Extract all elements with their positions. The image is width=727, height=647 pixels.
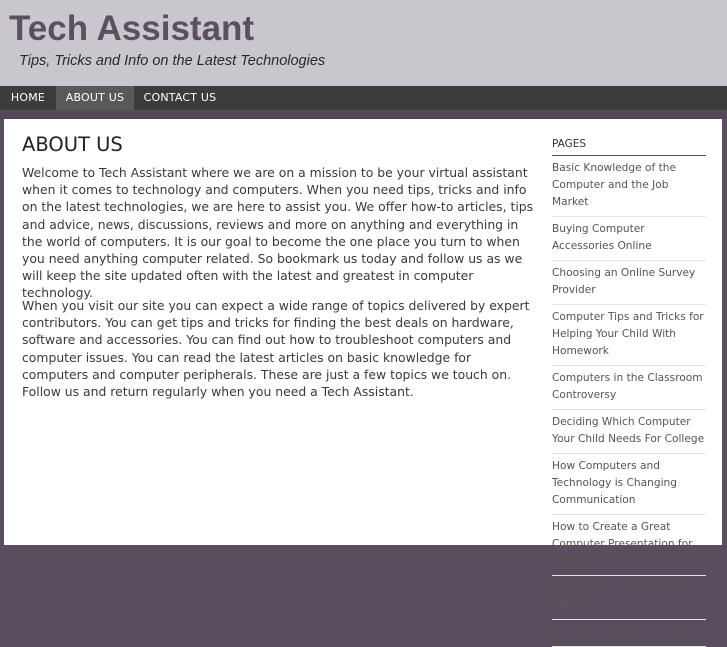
site-header — [0, 0, 727, 86]
site-tagline: Tips, Tricks and Info on the Latest Technologies — [19, 53, 326, 69]
nav-contact-us[interactable]: CONTACT US — [143, 91, 217, 104]
sidebar-link[interactable]: Computers in the Classroom Controversy — [552, 366, 706, 410]
page-title: ABOUT US — [22, 133, 123, 156]
nav-shadow-bar — [0, 112, 727, 119]
main-content — [22, 133, 540, 400]
topics-paragraph: When you visit our site you can expect a wide range of topics delivered by expert contributors. You can get tips and tricks for finding the best deals on hardware, software and accessories. You can find out how to troubleshoot computers and computer issues. You can read the latest articles on basic knowledge for computers and computer peripherals. These are just a few topics we touch on. Follow us and return regularly when you need a Tech Assistant. — [22, 298, 530, 400]
intro-paragraph: Welcome to Tech Assistant where we are on a mission to be your virtual assistant when it comes to technology and computers. When you need tips, tricks and info on the latest technologies, we are here to assist you. We offer how-to articles, tips and advice, news, discussions, reviews and more on anything and everything in the world of computers. It is our goal to become the one place you turn to when you need anything computer related. So bookmark us today and follow us as we will keep the site updated often with the latest and greatest in computer technology. — [22, 165, 534, 301]
sidebar-link[interactable]: Choosing an Online Survey Provider — [552, 261, 706, 305]
sidebar-link[interactable]: Computer Tips and Tricks for Helping Your Child With Homework — [552, 305, 706, 366]
sidebar-link[interactable]: How to Create a Great Computer Presentation for Work — [552, 515, 706, 576]
nav-home[interactable]: HOME — [10, 91, 46, 104]
page-container — [4, 119, 722, 638]
site-title[interactable]: Tech Assistant — [9, 9, 255, 48]
sidebar-link[interactable]: Buying Computer Accessories Online — [552, 217, 706, 261]
sidebar-title: PAGES — [552, 137, 706, 156]
sidebar-pages-list — [552, 156, 706, 647]
sidebar-link[interactable]: Deciding Which Computer Your Child Needs For College — [552, 410, 706, 454]
sidebar-link[interactable]: Basic Knowledge of the Computer and the Job Market — [552, 156, 706, 217]
sidebar-link[interactable]: Tips and Tricks for a Great... — [552, 620, 706, 647]
sidebar — [552, 137, 706, 647]
nav-about-us[interactable]: ABOUT US — [56, 86, 134, 110]
sidebar-link[interactable]: How Computers and Technology is Changing Communication — [552, 454, 706, 515]
main-nav — [0, 86, 727, 112]
sidebar-link[interactable]: Technology Made Just for Children — [552, 576, 706, 620]
